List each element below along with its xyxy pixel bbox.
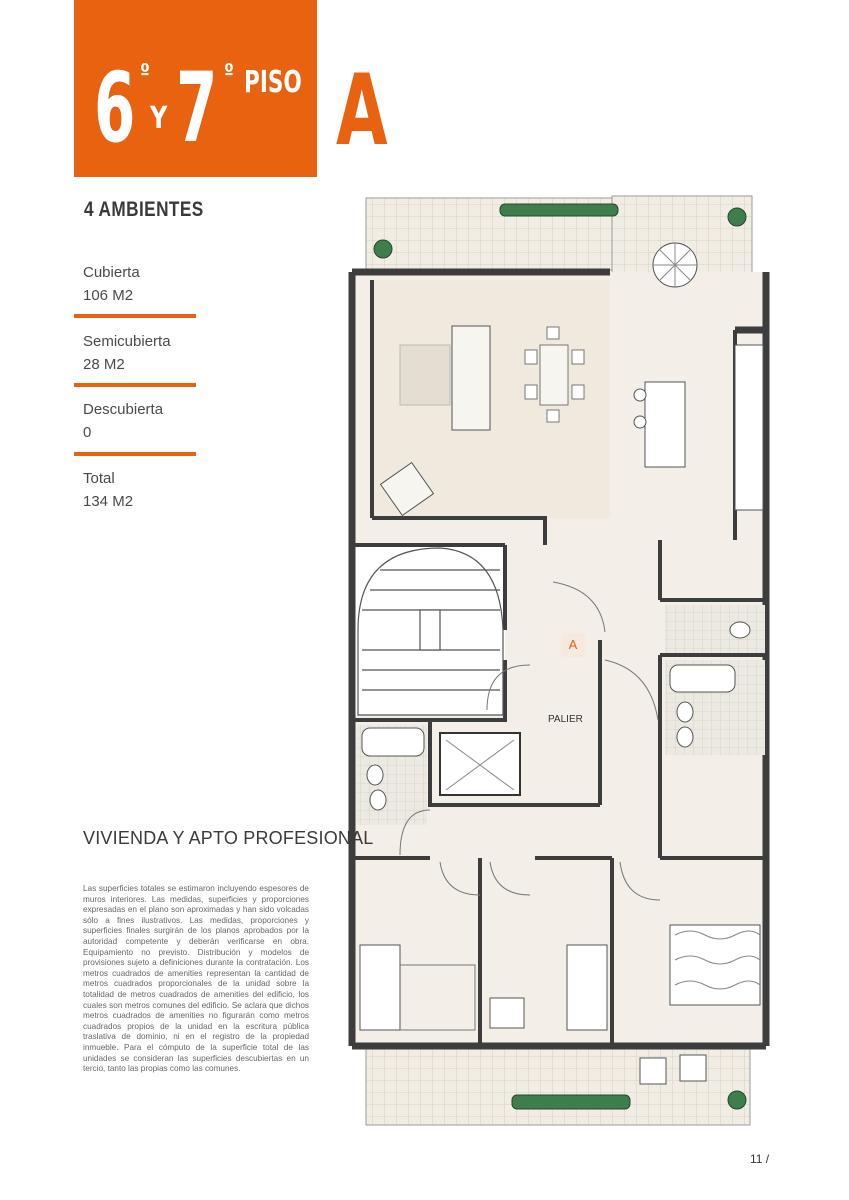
area-descubierta (83, 398, 196, 444)
piso-label: PISO (244, 65, 302, 100)
area-value: 106 M2 (83, 287, 134, 304)
floor-number-7: 7 (176, 52, 218, 164)
area-semicubierta (83, 330, 196, 376)
area-label: Cubierta (83, 264, 140, 281)
divider (74, 314, 196, 318)
disclaimer-text: Las superficies totales se estimaron incluyendo espesores de muros interiores. Las medidas, superficies y proporciones expresadas en el plano son aproximadas y han sido volcadas sólo a fines ilustrativos. Las medidas, proporciones y superficies finales surgirán de los planos aprobados por la autoridad competente y deberán verificarse en obra. Equipamiento no previsto. Distribución y modelos de provisiones sujeto a definiciones durante la contratación. Los metros cuadrados de amenities representan la cantidad de metros cuadrados proporcionales de la unidad sobre la totalidad de metros cuadrados de amenities del edificio, los cuales son metros comunes del edificio. Se aclara que dichos metros cuadrados de amenities no figurarán como metros cuadrados propios de la unidad en la escritura pública traslativa de dominio, ni en el registro de la propiedad inmueble. Para el cómputo de la superficie total de las unidades se consideran las superficies descubiertas en un tercio, tanto las propias como las comunes. (83, 884, 309, 1074)
vivienda-label: VIVIENDA Y APTO PROFESIONAL (83, 828, 374, 848)
unit-letter: A (336, 54, 388, 168)
area-label: Descubierta (83, 401, 164, 418)
area-total (83, 467, 196, 513)
area-cubierta (83, 261, 196, 307)
connector-y: Y (150, 101, 168, 136)
palier-label: PALIER (548, 714, 583, 725)
floor-number-6: 6 (94, 52, 136, 164)
area-value: 0 (83, 424, 92, 441)
divider (74, 452, 196, 456)
area-value: 28 M2 (83, 356, 125, 373)
ambientes-title: 4 AMBIENTES (84, 198, 204, 221)
page-number: 11 / (750, 1152, 770, 1166)
degree-sign: º (224, 60, 234, 85)
area-value: 134 M2 (83, 493, 134, 510)
divider (74, 383, 196, 387)
area-label: Semicubierta (83, 333, 171, 350)
area-label: Total (83, 470, 115, 487)
degree-sign: º (140, 60, 150, 85)
floor-plan-drawing (330, 190, 780, 1140)
unit-marker: A (561, 633, 585, 657)
floor-header (74, 0, 317, 177)
